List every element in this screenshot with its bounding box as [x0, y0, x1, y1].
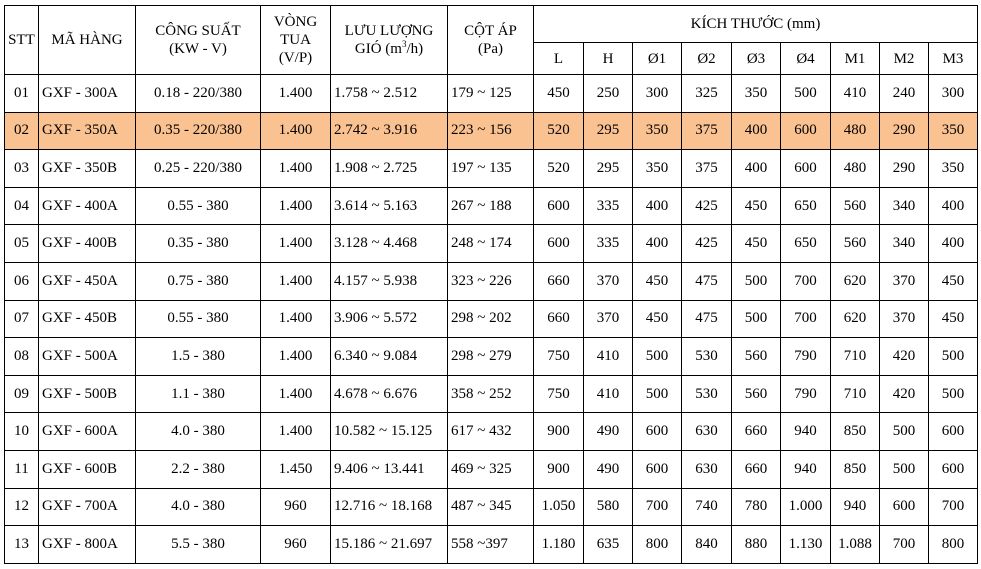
cell-d3: 880 [732, 526, 781, 564]
cell-luu-luong: 6.340 ~ 9.084 [331, 338, 448, 376]
cell-d1: 450 [633, 300, 682, 338]
dim-header-d4: Ø4 [781, 43, 831, 75]
cell-l: 660 [534, 262, 584, 300]
cell-m2: 420 [880, 338, 929, 376]
cell-d1: 300 [633, 75, 682, 113]
cell-cot-ap: 358 ~ 252 [448, 375, 534, 413]
cell-vong-tua: 1.400 [261, 413, 331, 451]
cell-cong-suat: 5.5 - 380 [136, 526, 261, 564]
cell-l: 1.180 [534, 526, 584, 564]
cell-m1: 560 [831, 225, 880, 263]
cell-ma-hang: GXF - 500B [39, 375, 136, 413]
col-header-cong-suat [136, 6, 261, 75]
cell-ma-hang: GXF - 600A [39, 413, 136, 451]
cell-l: 600 [534, 187, 584, 225]
cell-m2: 700 [880, 526, 929, 564]
cell-vong-tua: 1.400 [261, 300, 331, 338]
cell-stt: 04 [5, 187, 39, 225]
cell-l: 600 [534, 225, 584, 263]
cell-m1: 620 [831, 300, 880, 338]
cell-vong-tua: 1.400 [261, 187, 331, 225]
cell-m2: 370 [880, 300, 929, 338]
cong-suat-label: CÔNG SUẤT [155, 23, 241, 39]
cell-ma-hang: GXF - 600B [39, 450, 136, 488]
cell-m2: 290 [880, 112, 929, 150]
cell-m1: 940 [831, 488, 880, 526]
cell-d2: 425 [682, 187, 732, 225]
cell-m2: 370 [880, 262, 929, 300]
cell-vong-tua: 960 [261, 526, 331, 564]
cell-m2: 600 [880, 488, 929, 526]
cell-vong-tua: 1.400 [261, 150, 331, 188]
luu-luong-unit-sup: 3 [401, 39, 407, 49]
cell-luu-luong: 2.742 ~ 3.916 [331, 112, 448, 150]
cell-m3: 450 [929, 262, 978, 300]
cell-m3: 350 [929, 112, 978, 150]
cell-l: 520 [534, 112, 584, 150]
cell-m2: 500 [880, 413, 929, 451]
cell-ma-hang: GXF - 300A [39, 75, 136, 113]
cell-stt: 03 [5, 150, 39, 188]
cell-d4: 600 [781, 150, 831, 188]
cell-ma-hang: GXF - 500A [39, 338, 136, 376]
cell-cot-ap: 223 ~ 156 [448, 112, 534, 150]
cell-m2: 500 [880, 450, 929, 488]
luu-luong-unit-a: GIÓ (m [354, 41, 402, 57]
cell-cong-suat: 0.18 - 220/380 [136, 75, 261, 113]
cell-d4: 1.000 [781, 488, 831, 526]
cell-d3: 560 [732, 375, 781, 413]
cell-d3: 400 [732, 150, 781, 188]
table-row [5, 112, 978, 150]
cell-ma-hang: GXF - 400A [39, 187, 136, 225]
cell-h: 410 [584, 375, 633, 413]
cell-m2: 340 [880, 225, 929, 263]
vong-tua-label-1: VÒNG [273, 14, 318, 30]
cell-cot-ap: 323 ~ 226 [448, 262, 534, 300]
dim-header-h: H [584, 43, 633, 75]
col-header-luu-luong [331, 6, 448, 75]
table-body [5, 75, 978, 564]
cell-cot-ap: 469 ~ 325 [448, 450, 534, 488]
cell-cot-ap: 197 ~ 135 [448, 150, 534, 188]
cell-vong-tua: 1.450 [261, 450, 331, 488]
cell-d4: 790 [781, 375, 831, 413]
table-row [5, 526, 978, 564]
cell-d4: 790 [781, 338, 831, 376]
cell-cot-ap: 487 ~ 345 [448, 488, 534, 526]
table-row [5, 150, 978, 188]
cell-d2: 375 [682, 112, 732, 150]
cell-d4: 650 [781, 187, 831, 225]
luu-luong-label: LƯU LƯỢNG [344, 23, 434, 39]
cell-m2: 420 [880, 375, 929, 413]
cell-m3: 350 [929, 150, 978, 188]
cell-d1: 700 [633, 488, 682, 526]
cell-vong-tua: 1.400 [261, 262, 331, 300]
col-header-kich-thuoc: KÍCH THƯỚC (mm) [534, 6, 978, 43]
cell-cong-suat: 0.25 - 220/380 [136, 150, 261, 188]
cell-cong-suat: 0.55 - 380 [136, 300, 261, 338]
cell-d3: 350 [732, 75, 781, 113]
cell-d1: 350 [633, 112, 682, 150]
cell-d1: 800 [633, 526, 682, 564]
cell-stt: 13 [5, 526, 39, 564]
cell-stt: 12 [5, 488, 39, 526]
dim-header-m2: M2 [880, 43, 929, 75]
cell-vong-tua: 960 [261, 488, 331, 526]
cell-h: 410 [584, 338, 633, 376]
dim-header-m3: M3 [929, 43, 978, 75]
col-header-cot-ap [448, 6, 534, 75]
table-row [5, 338, 978, 376]
cell-d2: 530 [682, 375, 732, 413]
cell-ma-hang: GXF - 450A [39, 262, 136, 300]
cell-h: 370 [584, 300, 633, 338]
cell-d4: 600 [781, 112, 831, 150]
cell-cot-ap: 558 ~397 [448, 526, 534, 564]
table-row [5, 450, 978, 488]
cell-d3: 660 [732, 450, 781, 488]
cell-cong-suat: 0.55 - 380 [136, 187, 261, 225]
cell-d2: 530 [682, 338, 732, 376]
cell-stt: 01 [5, 75, 39, 113]
cell-luu-luong: 3.614 ~ 5.163 [331, 187, 448, 225]
cell-d1: 400 [633, 187, 682, 225]
cell-m3: 400 [929, 225, 978, 263]
cell-stt: 06 [5, 262, 39, 300]
cell-m1: 560 [831, 187, 880, 225]
dim-header-l: L [534, 43, 584, 75]
cell-stt: 10 [5, 413, 39, 451]
cell-stt: 09 [5, 375, 39, 413]
cell-m2: 240 [880, 75, 929, 113]
cell-l: 1.050 [534, 488, 584, 526]
cell-d3: 450 [732, 225, 781, 263]
cell-d3: 500 [732, 262, 781, 300]
vong-tua-label-2: TUA [280, 32, 311, 48]
cell-h: 370 [584, 262, 633, 300]
cell-vong-tua: 1.400 [261, 338, 331, 376]
cell-stt: 05 [5, 225, 39, 263]
dim-header-m1: M1 [831, 43, 880, 75]
cell-d3: 780 [732, 488, 781, 526]
table-row [5, 75, 978, 113]
table-row [5, 488, 978, 526]
cell-m3: 400 [929, 187, 978, 225]
table-row [5, 413, 978, 451]
dim-header-d1: Ø1 [633, 43, 682, 75]
cot-ap-label: CỘT ÁP [464, 23, 517, 39]
cell-cong-suat: 0.35 - 380 [136, 225, 261, 263]
cell-stt: 02 [5, 112, 39, 150]
cell-luu-luong: 4.678 ~ 6.676 [331, 375, 448, 413]
col-header-ma-hang: MÃ HÀNG [39, 6, 136, 75]
cell-vong-tua: 1.400 [261, 225, 331, 263]
cell-m3: 500 [929, 375, 978, 413]
cell-m1: 480 [831, 112, 880, 150]
cell-m1: 850 [831, 413, 880, 451]
cell-h: 335 [584, 225, 633, 263]
cell-stt: 11 [5, 450, 39, 488]
cell-d2: 475 [682, 300, 732, 338]
cell-l: 520 [534, 150, 584, 188]
cell-h: 335 [584, 187, 633, 225]
cell-m1: 710 [831, 338, 880, 376]
cell-d2: 425 [682, 225, 732, 263]
dim-header-d2: Ø2 [682, 43, 732, 75]
cot-ap-unit: (Pa) [478, 41, 503, 57]
table-row [5, 375, 978, 413]
cell-luu-luong: 12.716 ~ 18.168 [331, 488, 448, 526]
cell-m2: 290 [880, 150, 929, 188]
cell-d1: 600 [633, 413, 682, 451]
cell-d4: 500 [781, 75, 831, 113]
cell-d2: 475 [682, 262, 732, 300]
cell-d4: 650 [781, 225, 831, 263]
cell-h: 295 [584, 112, 633, 150]
cell-d1: 500 [633, 338, 682, 376]
cell-luu-luong: 1.758 ~ 2.512 [331, 75, 448, 113]
cell-d3: 660 [732, 413, 781, 451]
cell-d2: 325 [682, 75, 732, 113]
cell-m3: 300 [929, 75, 978, 113]
cell-l: 450 [534, 75, 584, 113]
cell-d1: 500 [633, 375, 682, 413]
cell-d1: 350 [633, 150, 682, 188]
cell-cot-ap: 298 ~ 279 [448, 338, 534, 376]
cell-cot-ap: 248 ~ 174 [448, 225, 534, 263]
cell-d3: 500 [732, 300, 781, 338]
cell-d1: 400 [633, 225, 682, 263]
table-row [5, 300, 978, 338]
cell-l: 900 [534, 450, 584, 488]
cell-vong-tua: 1.400 [261, 75, 331, 113]
cell-ma-hang: GXF - 400B [39, 225, 136, 263]
cell-m1: 710 [831, 375, 880, 413]
cell-d1: 450 [633, 262, 682, 300]
cell-luu-luong: 4.157 ~ 5.938 [331, 262, 448, 300]
col-header-stt: STT [5, 6, 39, 75]
table-row [5, 187, 978, 225]
table-row [5, 225, 978, 263]
cell-l: 750 [534, 338, 584, 376]
cell-d4: 700 [781, 300, 831, 338]
cell-stt: 07 [5, 300, 39, 338]
cell-m1: 850 [831, 450, 880, 488]
cell-m1: 620 [831, 262, 880, 300]
cell-ma-hang: GXF - 800A [39, 526, 136, 564]
cell-l: 660 [534, 300, 584, 338]
cell-m3: 500 [929, 338, 978, 376]
cell-d3: 560 [732, 338, 781, 376]
cell-m1: 1.088 [831, 526, 880, 564]
cell-d2: 375 [682, 150, 732, 188]
cell-d4: 940 [781, 450, 831, 488]
cell-h: 635 [584, 526, 633, 564]
cell-d3: 450 [732, 187, 781, 225]
luu-luong-unit-b: /h) [406, 41, 424, 57]
cell-d4: 940 [781, 413, 831, 451]
product-spec-table [4, 5, 978, 564]
cell-cong-suat: 0.75 - 380 [136, 262, 261, 300]
cell-cong-suat: 4.0 - 380 [136, 413, 261, 451]
cell-cot-ap: 267 ~ 188 [448, 187, 534, 225]
cell-luu-luong: 3.128 ~ 4.468 [331, 225, 448, 263]
cell-m1: 410 [831, 75, 880, 113]
table-row [5, 262, 978, 300]
cell-ma-hang: GXF - 700A [39, 488, 136, 526]
cell-m2: 340 [880, 187, 929, 225]
cell-vong-tua: 1.400 [261, 112, 331, 150]
cell-d2: 740 [682, 488, 732, 526]
cong-suat-unit: (KW - V) [169, 41, 227, 57]
cell-cong-suat: 2.2 - 380 [136, 450, 261, 488]
cell-ma-hang: GXF - 350A [39, 112, 136, 150]
cell-stt: 08 [5, 338, 39, 376]
cell-m3: 600 [929, 450, 978, 488]
cell-cong-suat: 0.35 - 220/380 [136, 112, 261, 150]
cell-luu-luong: 3.906 ~ 5.572 [331, 300, 448, 338]
cell-d2: 630 [682, 413, 732, 451]
cell-d2: 630 [682, 450, 732, 488]
cell-m1: 480 [831, 150, 880, 188]
cell-d4: 700 [781, 262, 831, 300]
cell-cot-ap: 298 ~ 202 [448, 300, 534, 338]
cell-h: 490 [584, 450, 633, 488]
cell-cong-suat: 1.1 - 380 [136, 375, 261, 413]
cell-cong-suat: 1.5 - 380 [136, 338, 261, 376]
col-header-vong-tua [261, 6, 331, 75]
cell-m3: 800 [929, 526, 978, 564]
dim-header-d3: Ø3 [732, 43, 781, 75]
cell-h: 295 [584, 150, 633, 188]
cell-vong-tua: 1.400 [261, 375, 331, 413]
cell-cot-ap: 179 ~ 125 [448, 75, 534, 113]
cell-h: 250 [584, 75, 633, 113]
cell-m3: 600 [929, 413, 978, 451]
cell-luu-luong: 9.406 ~ 13.441 [331, 450, 448, 488]
cell-h: 490 [584, 413, 633, 451]
table-header [5, 6, 978, 75]
cell-luu-luong: 15.186 ~ 21.697 [331, 526, 448, 564]
cell-cot-ap: 617 ~ 432 [448, 413, 534, 451]
cell-ma-hang: GXF - 450B [39, 300, 136, 338]
vong-tua-unit: (V/P) [278, 50, 313, 66]
cell-luu-luong: 10.582 ~ 15.125 [331, 413, 448, 451]
cell-h: 580 [584, 488, 633, 526]
cell-m3: 700 [929, 488, 978, 526]
cell-luu-luong: 1.908 ~ 2.725 [331, 150, 448, 188]
cell-l: 750 [534, 375, 584, 413]
cell-d3: 400 [732, 112, 781, 150]
cell-d1: 600 [633, 450, 682, 488]
cell-cong-suat: 4.0 - 380 [136, 488, 261, 526]
cell-d2: 840 [682, 526, 732, 564]
cell-ma-hang: GXF - 350B [39, 150, 136, 188]
cell-m3: 450 [929, 300, 978, 338]
cell-d4: 1.130 [781, 526, 831, 564]
cell-l: 900 [534, 413, 584, 451]
